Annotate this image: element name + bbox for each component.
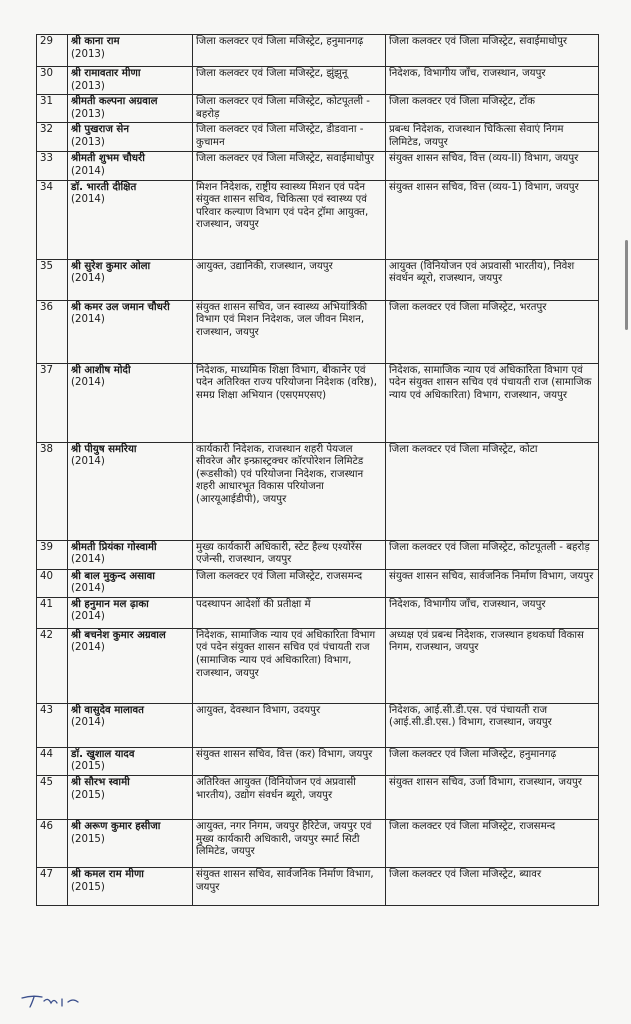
table-row — [37, 300, 599, 363]
officer-name: श्री हनुमान मल ढ़ाका — [71, 598, 149, 610]
batch-year: (2015) — [71, 761, 105, 773]
current-posting-cell: पदस्थापन आदेशों की प्रतीक्षा में — [193, 597, 386, 628]
batch-year: (2013) — [71, 80, 105, 92]
new-posting-cell: संयुक्त शासन सचिव, वित्त (व्यय-II) विभाग, जयपुर — [386, 152, 599, 180]
new-posting-cell: प्रबन्ध निदेशक, राजस्थान चिकित्सा सेवाएं निगम लिमिटेड, जयपुर — [386, 123, 599, 152]
officer-name: श्री बाल मुकुन्द असावा — [71, 570, 155, 582]
new-posting-cell: जिला कलक्टर एवं जिला मजिस्ट्रेट, कोटपूतली - बहरोड़ — [386, 540, 599, 569]
table-row — [37, 703, 599, 747]
table-row — [37, 867, 599, 905]
officer-cell — [68, 259, 193, 300]
current-posting-cell: जिला कलक्टर एवं जिला मजिस्ट्रेट, कोटपूतली - बहरोड़ — [193, 95, 386, 123]
batch-year: (2014) — [71, 611, 105, 623]
officer-cell — [68, 152, 193, 180]
serial-number-cell: 35 — [37, 259, 68, 300]
batch-year: (2013) — [71, 108, 105, 120]
current-posting-cell: अतिरिक्त आयुक्त (विनियोजन एवं अप्रवासी भारतीय), उद्योग संवर्धन ब्यूरो, जयपुर — [193, 775, 386, 819]
officer-cell — [68, 628, 193, 703]
new-posting-cell: निदेशक, सामाजिक न्याय एवं अधिकारिता विभाग एवं पदेन संयुक्त शासन सचिव एवं पंचायती राज (सामाजिक न्याय एवं अधिकारिता) विभाग, राजस्थान, जयपुर — [386, 363, 599, 442]
new-posting-cell: निदेशक, विभागीय जाँच, राजस्थान, जयपुर — [386, 597, 599, 628]
officer-name: श्री वासुदेव मालावत — [71, 704, 144, 716]
table-row — [37, 747, 599, 775]
batch-year: (2014) — [71, 554, 105, 566]
officer-name: श्री अरूण कुमार हसीजा — [71, 820, 161, 832]
new-posting-cell: संयुक्त शासन सचिव, वित्त (व्यय-1) विभाग, जयपुर — [386, 180, 599, 259]
new-posting-cell: संयुक्त शासन सचिव, उर्जा विभाग, राजस्थान, जयपुर — [386, 775, 599, 819]
batch-year: (2014) — [71, 273, 105, 285]
serial-number-cell: 41 — [37, 597, 68, 628]
current-posting-cell: निदेशक, माध्यमिक शिक्षा विभाग, बीकानेर एवं पदेन अतिरिक्त राज्य परियोजना निदेशक (वरिष्ठ), समग्र शिक्षा अभियान (एसएमएसए) — [193, 363, 386, 442]
signature-mark — [20, 990, 90, 1010]
serial-number-cell: 37 — [37, 363, 68, 442]
serial-number-cell: 43 — [37, 703, 68, 747]
serial-number-cell: 30 — [37, 67, 68, 95]
officer-name: श्री कमर उल जमान चौधरी — [71, 301, 170, 313]
officer-cell — [68, 703, 193, 747]
batch-year: (2014) — [71, 377, 105, 389]
transfer-table — [36, 34, 599, 906]
table-row — [37, 363, 599, 442]
officer-cell — [68, 747, 193, 775]
new-posting-cell: जिला कलक्टर एवं जिला मजिस्ट्रेट, भरतपुर — [386, 300, 599, 363]
current-posting-cell: आयुक्त, उद्यानिकी, राजस्थान, जयपुर — [193, 259, 386, 300]
officer-cell — [68, 67, 193, 95]
new-posting-cell: अध्यक्ष एवं प्रबन्ध निदेशक, राजस्थान हथकर्घा विकास निगम, राजस्थान, जयपुर — [386, 628, 599, 703]
officer-name: श्री काना राम — [71, 36, 120, 47]
table-row — [37, 569, 599, 597]
table-row — [37, 442, 599, 540]
officer-name: श्री बचनेश कुमार अग्रवाल — [71, 629, 166, 641]
serial-number-cell: 34 — [37, 180, 68, 259]
officer-name: श्री सुरेश कुमार ओला — [71, 260, 151, 272]
serial-number-cell: 47 — [37, 867, 68, 905]
current-posting-cell: संयुक्त शासन सचिव, सार्वजनिक निर्माण विभाग, जयपुर — [193, 867, 386, 905]
batch-year: (2013) — [71, 136, 105, 148]
officer-cell — [68, 775, 193, 819]
officer-name: श्री कमल राम मीणा — [71, 868, 144, 880]
new-posting-cell: संयुक्त शासन सचिव, सार्वजनिक निर्माण विभाग, जयपुर — [386, 569, 599, 597]
current-posting-cell: आयुक्त, नगर निगम, जयपुर हैरिटेज, जयपुर एवं मुख्य कार्यकारी अधिकारी, जयपुर स्मार्ट सिटी लिमिटेड, जयपुर — [193, 819, 386, 867]
current-posting-cell: मिशन निदेशक, राष्ट्रीय स्वास्थ्य मिशन एवं पदेन संयुक्त शासन सचिव, चिकित्सा एवं स्वास्थ्य एवं परिवार कल्याण विभाग एवं पदेन ट्रॉमा आयुक्त, राजस्थान, जयपुर — [193, 180, 386, 259]
table-row — [37, 123, 599, 152]
table-row — [37, 67, 599, 95]
batch-year: (2014) — [71, 642, 105, 654]
new-posting-cell: जिला कलक्टर एवं जिला मजिस्ट्रेट, हनुमानगढ़ — [386, 747, 599, 775]
officer-cell — [68, 95, 193, 123]
serial-number-cell: 46 — [37, 819, 68, 867]
table-row — [37, 628, 599, 703]
batch-year: (2014) — [71, 717, 105, 729]
officer-cell — [68, 363, 193, 442]
serial-number-cell: 45 — [37, 775, 68, 819]
current-posting-cell: जिला कलक्टर एवं जिला मजिस्ट्रेट, हनुमानगढ़ — [193, 35, 386, 67]
new-posting-cell: जिला कलक्टर एवं जिला मजिस्ट्रेट, कोटा — [386, 442, 599, 540]
serial-number-cell: 40 — [37, 569, 68, 597]
officer-name: श्री पुखराज सेन — [71, 124, 129, 136]
new-posting-cell: आयुक्त (विनियोजन एवं अप्रवासी भारतीय), निवेश संवर्धन ब्यूरो, राजस्थान, जयपुर — [386, 259, 599, 300]
table-row — [37, 180, 599, 259]
batch-year: (2014) — [71, 314, 105, 326]
transfer-table-body — [37, 35, 599, 906]
serial-number-cell: 29 — [37, 35, 68, 67]
serial-number-cell: 36 — [37, 300, 68, 363]
officer-name: श्रीमती प्रियंका गोस्वामी — [71, 541, 157, 553]
officer-name: श्रीमती शुभम चौधरी — [71, 153, 145, 165]
current-posting-cell: संयुक्त शासन सचिव, वित्त (कर) विभाग, जयपुर — [193, 747, 386, 775]
current-posting-cell: जिला कलक्टर एवं जिला मजिस्ट्रेट, डीडवाना - कुचामन — [193, 123, 386, 152]
table-row — [37, 819, 599, 867]
officer-name: डॉ. भारती दीक्षित — [71, 181, 137, 193]
current-posting-cell: जिला कलक्टर एवं जिला मजिस्ट्रेट, राजसमन्द — [193, 569, 386, 597]
officer-cell — [68, 35, 193, 67]
current-posting-cell: संयुक्त शासन सचिव, जन स्वास्थ्य अभियांत्रिकी विभाग एवं मिशन निदेशक, जल जीवन मिशन, राजस्थान, जयपुर — [193, 300, 386, 363]
current-posting-cell: निदेशक, सामाजिक न्याय एवं अधिकारिता विभाग एवं पदेन संयुक्त शासन सचिव एवं पंचायती राज (सामाजिक न्याय एवं अधिकारिता) विभाग, राजस्थान, जयपुर — [193, 628, 386, 703]
serial-number-cell: 33 — [37, 152, 68, 180]
table-row — [37, 259, 599, 300]
table-row — [37, 597, 599, 628]
batch-year: (2014) — [71, 583, 105, 595]
table-row — [37, 775, 599, 819]
batch-year: (2014) — [71, 194, 105, 206]
scrollbar-thumb[interactable] — [625, 240, 628, 330]
officer-cell — [68, 597, 193, 628]
serial-number-cell: 32 — [37, 123, 68, 152]
batch-year: (2014) — [71, 165, 105, 177]
serial-number-cell: 38 — [37, 442, 68, 540]
batch-year: (2015) — [71, 881, 105, 893]
new-posting-cell: निदेशक, विभागीय जाँच, राजस्थान, जयपुर — [386, 67, 599, 95]
batch-year: (2014) — [71, 456, 105, 468]
batch-year: (2015) — [71, 833, 105, 845]
serial-number-cell: 44 — [37, 747, 68, 775]
officer-name: श्री पीयुष समरिया — [71, 443, 137, 455]
new-posting-cell: निदेशक, आई.सी.डी.एस. एवं पंचायती राज (आई.सी.डी.एस.) विभाग, राजस्थान, जयपुर — [386, 703, 599, 747]
new-posting-cell: जिला कलक्टर एवं जिला मजिस्ट्रेट, टोंक — [386, 95, 599, 123]
officer-cell — [68, 867, 193, 905]
officer-cell — [68, 300, 193, 363]
batch-year: (2015) — [71, 789, 105, 801]
table-row — [37, 152, 599, 180]
new-posting-cell: जिला कलक्टर एवं जिला मजिस्ट्रेट, राजसमन्द — [386, 819, 599, 867]
table-row — [37, 540, 599, 569]
officer-cell — [68, 442, 193, 540]
officer-cell — [68, 180, 193, 259]
serial-number-cell: 42 — [37, 628, 68, 703]
new-posting-cell: जिला कलक्टर एवं जिला मजिस्ट्रेट, ब्यावर — [386, 867, 599, 905]
current-posting-cell: मुख्य कार्यकारी अधिकारी, स्टेट हैल्थ एश्योरेंस एजेन्सी, राजस्थान, जयपुर — [193, 540, 386, 569]
table-row — [37, 95, 599, 123]
current-posting-cell: जिला कलक्टर एवं जिला मजिस्ट्रेट, झुंझुनू — [193, 67, 386, 95]
officer-name: श्री सौरभ स्वामी — [71, 776, 130, 788]
officer-name: श्रीमती कल्पना अग्रवाल — [71, 96, 158, 108]
current-posting-cell: आयुक्त, देवस्थान विभाग, उदयपुर — [193, 703, 386, 747]
officer-cell — [68, 819, 193, 867]
officer-cell — [68, 569, 193, 597]
current-posting-cell: कार्यकारी निदेशक, राजस्थान शहरी पेयजल सीवरेज और इन्फ्रास्ट्रक्चर कॉरपोरेशन लिमिटेड (रूडसीको) एवं परियोजना निदेशक, राजस्थान शहरी आधारभूत विकास परियोजना (आरयूआईडीपी), जयपुर — [193, 442, 386, 540]
serial-number-cell: 31 — [37, 95, 68, 123]
document-page — [36, 34, 598, 906]
batch-year: (2013) — [71, 48, 105, 60]
officer-name: डॉ. खुशाल यादव — [71, 748, 135, 760]
officer-cell — [68, 540, 193, 569]
officer-name: श्री आशीष मोदी — [71, 364, 131, 376]
serial-number-cell: 39 — [37, 540, 68, 569]
officer-cell — [68, 123, 193, 152]
officer-name: श्री रामावतार मीणा — [71, 68, 141, 79]
table-row — [37, 35, 599, 67]
new-posting-cell: जिला कलक्टर एवं जिला मजिस्ट्रेट, सवाईमाधोपुर — [386, 35, 599, 67]
current-posting-cell: जिला कलक्टर एवं जिला मजिस्ट्रेट, सवाईमाधोपुर — [193, 152, 386, 180]
